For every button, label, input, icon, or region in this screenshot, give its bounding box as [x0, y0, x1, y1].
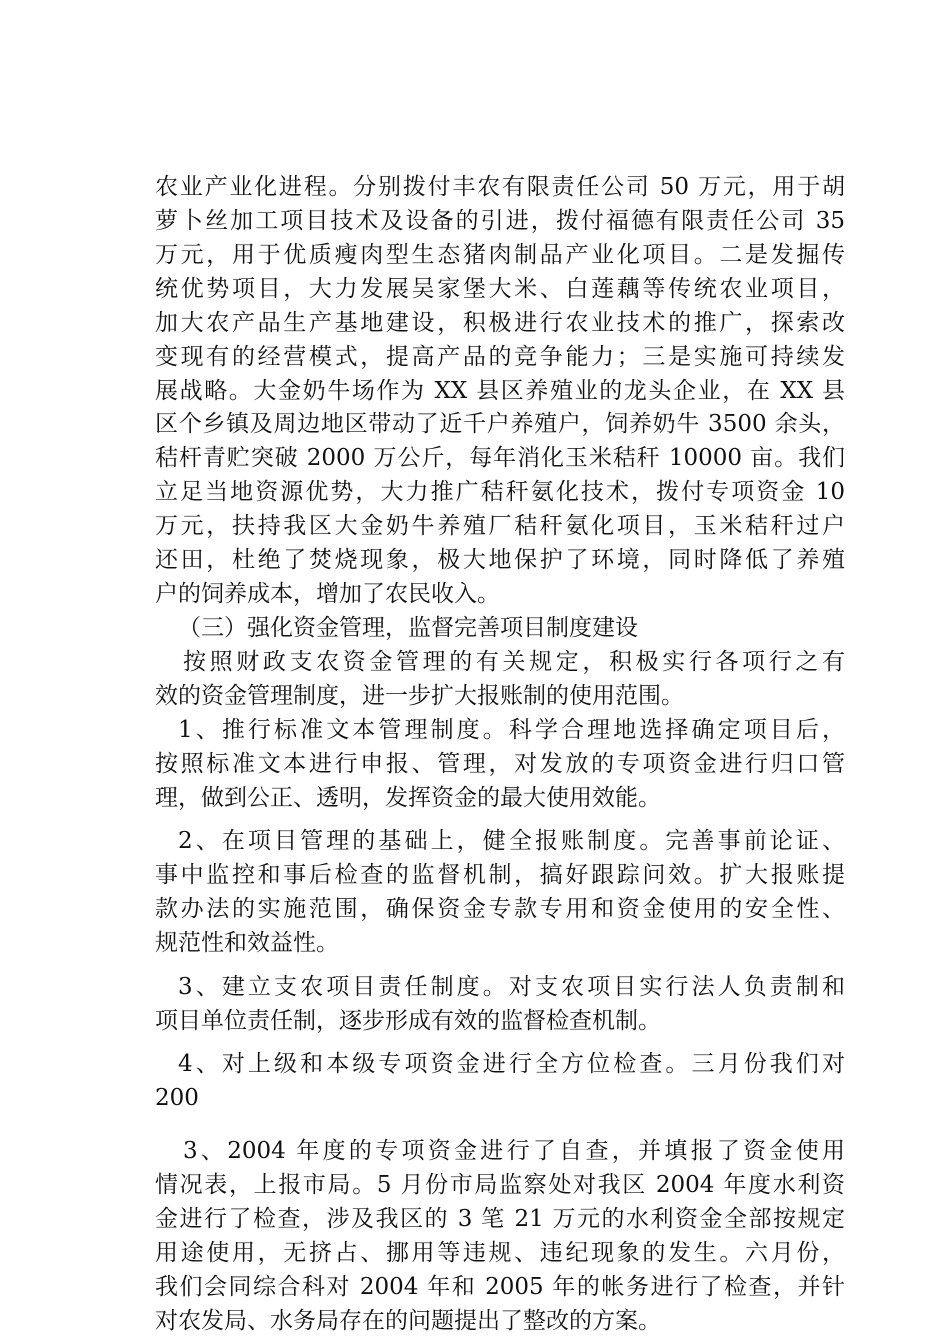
text-line: 萝卜丝加工项目技术及设备的引进，拨付福德有限责任公司 35: [155, 207, 845, 234]
text-line: 用途使用，无挤占、挪用等违规、违纪现象的发生。六月份，: [155, 1240, 845, 1267]
text-line: 金进行了检查，涉及我区的 3 笔 21 万元的水利资金全部按规定: [155, 1206, 845, 1233]
text-line: 3、2004 年度的专项资金进行了自查，并填报了资金使用: [183, 1138, 845, 1165]
text-line: 户的饲养成本，增加了农民收入。: [155, 581, 500, 608]
text-line: 加大农产品生产基地建设，积极进行农业技术的推广，探索改: [155, 309, 845, 336]
text-line: 展战略。大金奶牛场作为 XX 县区养殖业的龙头企业，在 XX 县: [155, 377, 845, 404]
text-line: 1、推行标准文本管理制度。科学合理地选择确定项目后，: [178, 716, 845, 743]
text-line: 3、建立支农项目责任制度。对支农项目实行法人负责制和: [178, 973, 845, 1000]
text-line: 对农发局、水务局存在的问题提出了整改的方案。: [155, 1308, 661, 1334]
text-line: 万元，扶持我区大金奶牛养殖厂秸秆氨化项目，玉米秸秆过户: [155, 513, 845, 540]
text-line: 200: [155, 1085, 199, 1112]
text-line: 秸杆青贮突破 2000 万公斤，每年消化玉米秸秆 10000 亩。我们: [155, 445, 845, 472]
text-line: 还田，杜绝了焚烧现象，极大地保护了环境，同时降低了养殖: [155, 547, 845, 574]
text-line: 立足当地资源优势，大力推广秸秆氨化技术，拨付专项资金 10: [155, 479, 845, 506]
text-line: 情况表，上报市局。5 月份市局监察处对我区 2004 年度水利资: [155, 1172, 845, 1199]
text-line: 农业产业化进程。分别拨付丰农有限责任公司 50 万元，用于胡: [155, 174, 845, 200]
text-line: 变现有的经营模式，提高产品的竞争能力；三是实施可持续发: [155, 343, 845, 370]
text-line: 我们会同综合科对 2004 年和 2005 年的帐务进行了检查，并针: [155, 1274, 845, 1301]
section-heading: （三）强化资金管理，监督完善项目制度建设: [178, 615, 638, 641]
text-line: 规范性和效益性。: [155, 930, 339, 956]
text-line: 事中监控和事后检查的监督机制，搞好跟踪问效。扩大报账提: [155, 862, 845, 889]
text-line: 区个乡镇及周边地区带动了近千户养殖户，饲养奶牛 3500 余头，: [155, 411, 845, 438]
text-line: 理，做到公正、透明，发挥资金的最大使用效能。: [155, 784, 661, 811]
text-line: 效的资金管理制度，进一步扩大报账制的使用范围。: [155, 682, 684, 709]
text-line: 项目单位责任制，逐步形成有效的监督检查机制。: [155, 1007, 661, 1034]
text-line: 2、在项目管理的基础上，健全报账制度。完善事前论证、: [178, 828, 845, 855]
text-line: 4、对上级和本级专项资金进行全方位检查。三月份我们对: [178, 1051, 845, 1078]
text-line: 统优势项目，大力发展吴家堡大米、白莲藕等传统农业项目，: [155, 275, 845, 302]
text-line: 万元，用于优质瘦肉型生态猪肉制品产业化项目。二是发掘传: [155, 241, 845, 268]
text-line: 按照标准文本进行申报、管理，对发放的专项资金进行归口管: [155, 750, 845, 777]
text-line: 按照财政支农资金管理的有关规定，积极实行各项行之有: [183, 648, 845, 675]
text-line: 款办法的实施范围，确保资金专款专用和资金使用的安全性、: [155, 896, 845, 923]
